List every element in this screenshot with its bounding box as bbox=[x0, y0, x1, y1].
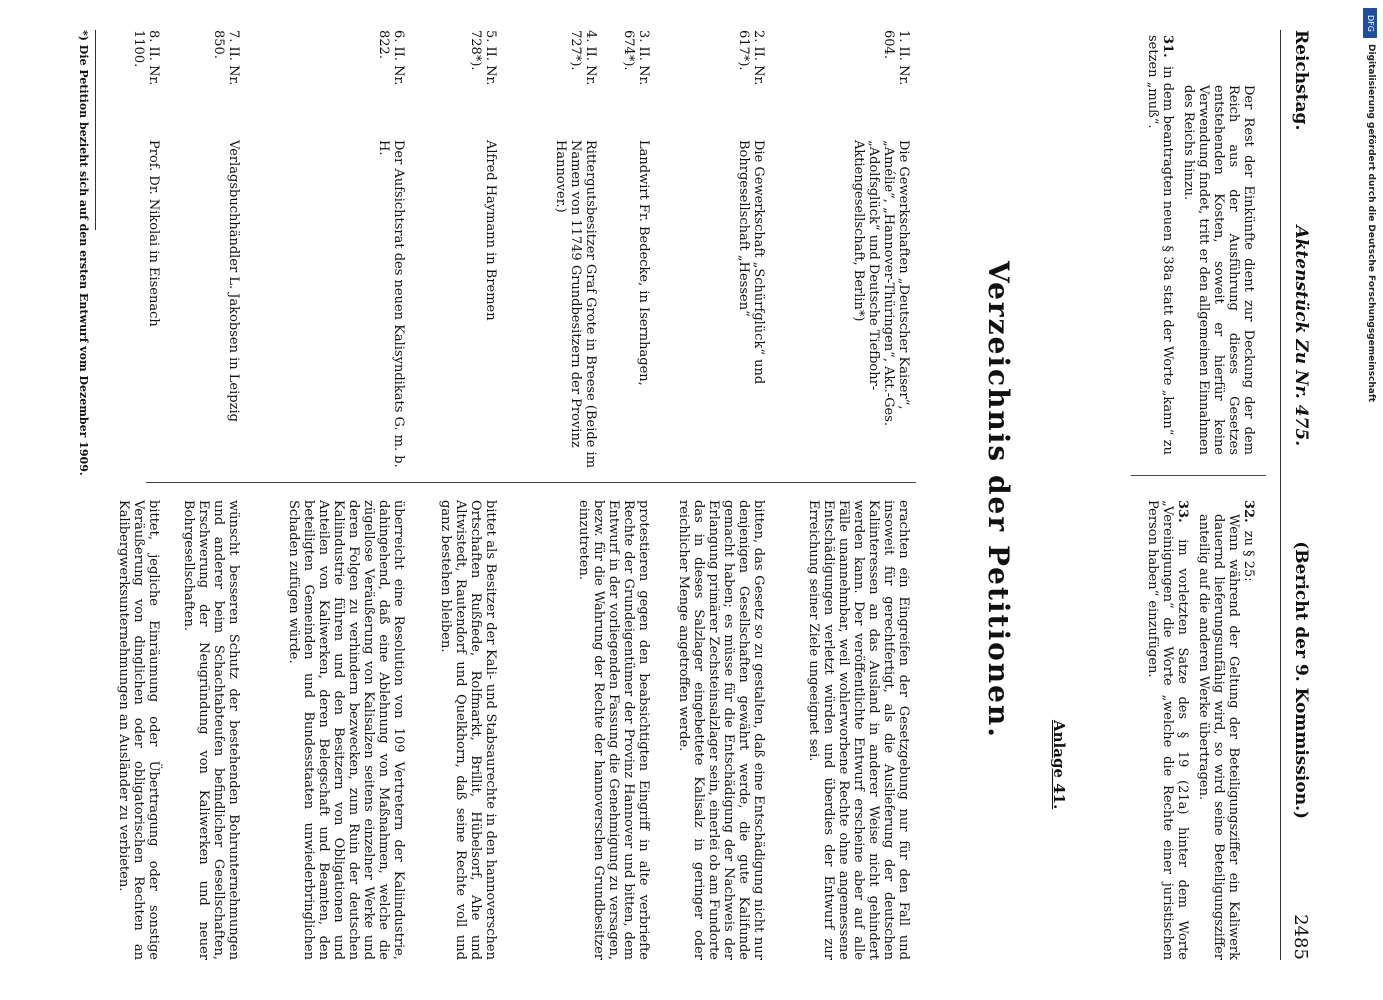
petition-request: wünscht besseren Schutz der bestehenden Bohrunternehmungen und anderer beim Schachtabteufen befindlicher Gesellschaften, Erschwerung der Neugründung von Kaliwerken und neuer Bohrgesellschaften. bbox=[181, 500, 241, 960]
page-number: 2485 bbox=[1290, 914, 1312, 960]
petitioner: Die Gewerkschaft „Schürfglück“ und Bohrgesellschaft „Hessen“ bbox=[736, 140, 766, 385]
petition-number: 8. II. Nr. 1100. bbox=[131, 30, 161, 86]
petition-row bbox=[646, 30, 766, 960]
item-31-number: 31. bbox=[1160, 35, 1175, 58]
petition-number: 3. II. Nr. 674*). bbox=[621, 30, 651, 86]
petition-request: überreicht eine Resolution von 109 Vertretern der Kaliindustrie, dahingehend, daß eine Ablehnung von Maßnahmen, welche die zügellose Veräußerung von Kalisalzen seitens einzelner Werke und deren Folgen zu verhindern bezwecken, zum Ruin der deutschen Kaliindustrie führen und den Besitzern von Obligationen und Anteilen von Kaliwerken, deren Belegschaft und Beamten, den beteiligten Gemeinden und Bundesstaaten unwiederbringlichen Schaden zufügen würde. bbox=[286, 500, 406, 960]
item-32-number: 32. bbox=[1241, 500, 1256, 523]
petition-number: 7. II. Nr. 850. bbox=[211, 30, 241, 86]
petition-request: bitten, das Gesetz so zu gestalten, daß eine Entschädigung nicht nur denjenigen Gesellschaften gewährt werde, die gute Kalifunde gemacht haben; es müsse für die Entschädigung der Nachweis der Erlangung primärer Zechsteinsalzlager sein, einerlei ob am Fundorte das in dieses Salzlager eingebettete Kalisalz in geringer oder reichlicher Menge angetroffen werde. bbox=[676, 500, 766, 960]
item-33 bbox=[1145, 500, 1190, 960]
section-title: Verzeichnis der Petitionen. bbox=[982, 260, 1015, 740]
item-31-text: in dem beantragten neuen § 38a statt der Worte „kann“ zu setzen „muß“. bbox=[1145, 35, 1175, 455]
petitioner: Landwirt Fr. Bedecke, in Isernhagen, bbox=[636, 140, 651, 386]
petitioner: Verlagsbuchhändler L. Jakobsen in Leipzig bbox=[226, 140, 241, 422]
item-31 bbox=[1145, 35, 1175, 455]
item-32-heading: zu § 25: bbox=[1241, 530, 1256, 582]
header-document-ref: Aktenstück Zu Nr. 475. bbox=[1291, 225, 1312, 447]
petition-number: 6. II. Nr. 822. bbox=[376, 30, 406, 86]
petition-row bbox=[166, 30, 241, 960]
petition-number: 2. II. Nr. 617*). bbox=[736, 30, 766, 86]
petition-request: bittet als Besitzer der Kali- und Stabsaurechte in den hannoverschen Ortschaften Rußfiede, Rolfmarkt, Brillit, Hübelsorf, Ahe und Altwistedt, Rautendorf und Quelkhorn, daß seine Rechte voll und ganz bestehen bleiben. bbox=[438, 500, 498, 960]
header-commission: (Bericht der 9. Kommission.) bbox=[1291, 541, 1312, 820]
petition-request: protestieren gegen den beabsichtigten Eingriff in alte verbriefte Rechte der Grundeigentümer der Provinz Hannover und bitten, dem Entwurf in der vorliegenden Fassung die Genehmigung zu versagen, bezw. für die Wahrung der Rechte der hannoverschen Grundbesitzer einzutreten. bbox=[576, 500, 651, 960]
left-intro: Der Rest der Einkünfte dient zur Deckung der dem Reich aus der Ausführung dieses Gesetzes entstehenden Kosten, soweit er hierfür keine Verwendung findet, tritt er den allgemeinen Einnahmen des Reichs hinzu. bbox=[1181, 85, 1256, 455]
petition-request: erachten ein Eingreifen der Gesetzgebung nur für den Fall und insoweit für gerechtfertigt, als die Auslieferung der deutschen Kaliinteressen an das Ausland in anderer Weise nicht gehindert werden kann. Der veröffentlichte Entwurf erscheine aber auf alle Fälle unannehmbar, weil wohlerworbene Rechte ohne angemessene Entschädigungen verletzt würden und überdies der Entwurf zur Erreichung seiner Ziele ungeeignet sei. bbox=[806, 500, 911, 960]
dfg-credit: Digitalisierung gefördert durch die Deutsche Forschungsgemeinschaft bbox=[1366, 44, 1376, 403]
item-33-text: im vorletzten Satze des § 19 (21a) hinter dem Worte „Vereinigungen“ die Worte „welche die Rechte einer juristischen Person haben“ einzufügen. bbox=[1145, 500, 1190, 960]
petitioner: Die Gewerkschaften „Deutscher Kaiser“, „Amélie“, „Hannover-Thüringen“, Akt.-Ges. „Adolfsglück“ und Deutsche Tiefbohr-Aktiengesellschaft, Berlin*) bbox=[851, 140, 911, 426]
petition-number: 4. II. Nr. 727*). bbox=[568, 30, 598, 86]
left-column bbox=[1139, 35, 1256, 455]
header-left: Reichstag. bbox=[1291, 30, 1312, 131]
item-33-number: 33. bbox=[1175, 500, 1190, 523]
footnote-rule bbox=[95, 30, 96, 230]
petition-row bbox=[413, 30, 498, 960]
petition-number: 1. II. Nr. 604. bbox=[881, 30, 911, 86]
petition-row bbox=[791, 30, 911, 960]
footnote: *) Die Petition bezieht sich auf den ersten Entwurf vom Dezember 1909. bbox=[77, 30, 90, 476]
right-column bbox=[1139, 500, 1256, 960]
petitioner: Der Aufsichtsrat des neuen Kalisyndikats G. m. b. H. bbox=[376, 140, 406, 468]
petitioner: Alfred Haymann in Bremen bbox=[483, 140, 498, 321]
dfg-sidebar bbox=[1361, 0, 1377, 1000]
petition-row bbox=[508, 30, 598, 960]
petition-number: 5. II. Nr. 728*). bbox=[468, 30, 498, 86]
rotated-document-page bbox=[46, 20, 1336, 980]
item-32-text: Wenn während der Geltung der Beteiligungsziffer ein Kaliwerk dauernd lieferungsunfähig wird, so wird seine Beteiligungsziffer anteilig auf die anderen Werke übertragen. bbox=[1196, 514, 1241, 960]
dfg-logo: DFG bbox=[1363, 8, 1377, 38]
header-rule bbox=[1280, 30, 1281, 960]
petitioner: Rittergutsbesitzer Graf Grote in Breese (Beide im Namen von 11749 Grundbesitzern der Provinz Hannover.) bbox=[553, 140, 598, 469]
page-header bbox=[1286, 30, 1316, 960]
item-32 bbox=[1196, 500, 1256, 960]
petitioner: Prof. Dr. Nikolai in Eisenach bbox=[146, 140, 161, 327]
petition-row bbox=[256, 30, 406, 960]
annex-label: Anlage 41. bbox=[1050, 720, 1068, 810]
column-divider bbox=[1131, 475, 1266, 476]
petition-row bbox=[101, 30, 161, 960]
petition-request: bittet, jegliche Einräumung oder Übertragung oder sonstige Veräußerung von dinglichen oder obligatorischen Rechten an Kalibergwerksunternehmungen an Ausländer zu verbieten. bbox=[116, 500, 161, 960]
